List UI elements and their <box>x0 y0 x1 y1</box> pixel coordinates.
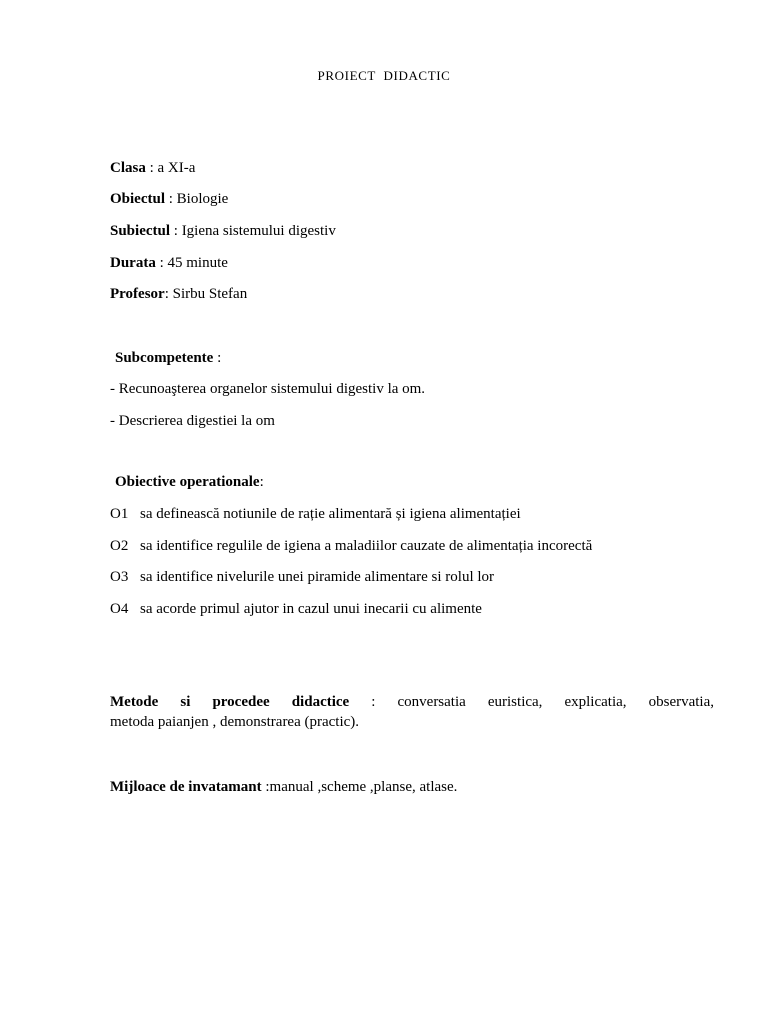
mijloace-line <box>110 779 457 796</box>
section-heading: Subcompetente <box>115 350 214 366</box>
info-separator: : <box>155 255 168 271</box>
info-label: Subiectul <box>110 223 171 239</box>
info-subiectul <box>110 223 336 240</box>
document-title: PROIECT DIDACTIC <box>317 68 451 83</box>
obiectiv-code: O3 <box>110 569 129 585</box>
obiective-heading <box>115 474 264 491</box>
info-separator: : <box>145 160 158 176</box>
metode-value: : conversatia euristica, explicatia, observatia, <box>349 694 714 710</box>
info-value: Sirbu Stefan <box>172 286 248 302</box>
metode-line-1 <box>110 692 714 712</box>
subcompetenta-item: - Descrierea digestiei la om <box>110 413 275 429</box>
metode-line-2: metoda paianjen , demonstrarea (practic). <box>110 714 360 730</box>
info-label: Durata <box>110 255 156 271</box>
mijloace-value: :manual ,scheme ,planse, atlase. <box>261 779 458 795</box>
info-separator: : <box>164 286 173 302</box>
obiectiv-item <box>110 538 592 555</box>
obiectiv-item <box>110 601 482 618</box>
info-value: a XI-a <box>157 160 196 176</box>
obiectiv-item <box>110 569 494 586</box>
info-profesor <box>110 286 247 303</box>
obiectiv-code: O1 <box>110 506 129 522</box>
obiectiv-item <box>110 506 521 523</box>
info-label: Obiectul <box>110 191 165 207</box>
info-value: Biologie <box>176 191 229 207</box>
info-label: Clasa <box>110 160 146 176</box>
info-separator: : <box>170 223 182 239</box>
obiectiv-text: sa identifice regulile de igiena a maladiilor cauzate de alimentația incorectă <box>140 538 593 554</box>
obiectiv-code: O4 <box>110 601 129 617</box>
obiectiv-text: sa identifice nivelurile unei piramide alimentare si rolul lor <box>140 569 495 585</box>
obiectiv-code: O2 <box>110 538 129 554</box>
info-separator: : <box>165 191 177 207</box>
metode-paragraph <box>110 692 714 732</box>
subcompetente-heading <box>115 350 221 367</box>
metode-label: Metode si procedee didactice <box>110 694 350 710</box>
info-durata <box>110 255 228 272</box>
obiectiv-text: sa definească notiunile de rație alimentară și igiena alimentației <box>140 506 521 522</box>
info-value: Igiena sistemului digestiv <box>181 223 336 239</box>
section-heading-suffix: : <box>213 350 222 366</box>
section-heading-suffix: : <box>259 474 264 490</box>
subcompetenta-item: - Recunoaşterea organelor sistemului digestiv la om. <box>110 381 426 397</box>
obiectiv-text: sa acorde primul ajutor in cazul unui inecarii cu alimente <box>140 601 482 617</box>
section-heading: Obiective operationale <box>115 474 260 490</box>
info-obiectul <box>110 191 228 208</box>
info-clasa <box>110 160 195 177</box>
info-label: Profesor <box>110 286 165 302</box>
info-value: 45 minute <box>167 255 228 271</box>
mijloace-label: Mijloace de invatamant <box>110 779 262 795</box>
